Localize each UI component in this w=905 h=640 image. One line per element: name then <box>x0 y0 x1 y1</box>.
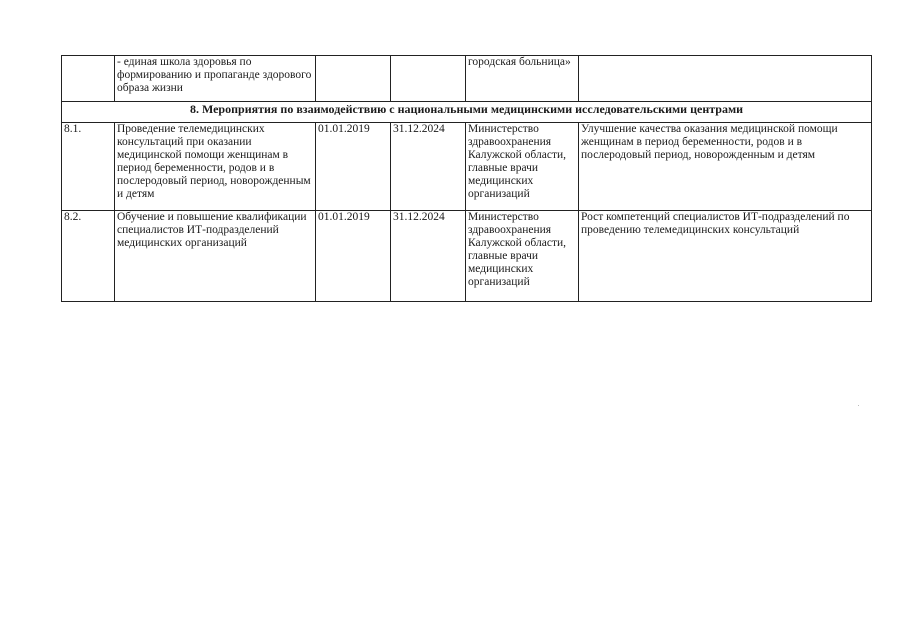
cell-result: Рост компетенций специалистов ИТ-подразделений по проведению телемедицинских консультаций <box>579 211 872 302</box>
section-header-row <box>62 102 872 123</box>
cell-end <box>391 56 466 102</box>
cell-responsible: городская больница» <box>466 56 579 102</box>
cell-name: Обучение и повышение квалификации специалистов ИТ-подразделений медицинских организаций <box>115 211 316 302</box>
cell-end: 31.12.2024 <box>391 211 466 302</box>
cell-start: 01.01.2019 <box>316 211 391 302</box>
cell-start: 01.01.2019 <box>316 123 391 211</box>
cell-num: 8.1. <box>62 123 115 211</box>
cell-responsible: Министерство здравоохранения Калужской области, главные врачи медицинских организаций <box>466 211 579 302</box>
table-row <box>62 123 872 211</box>
activities-table <box>61 55 872 302</box>
scan-speck <box>858 405 859 406</box>
cell-num: 8.2. <box>62 211 115 302</box>
cell-responsible: Министерство здравоохранения Калужской области, главные врачи медицинских организаций <box>466 123 579 211</box>
table-row <box>62 211 872 302</box>
document-page <box>61 55 871 302</box>
section-title: 8. Мероприятия по взаимодействию с национальными медицинскими исследовательскими центрами <box>62 102 872 123</box>
cell-result: Улучшение качества оказания медицинской помощи женщинам в период беременности, родов и в послеродовый период, новорожденным и детям <box>579 123 872 211</box>
cell-name: - единая школа здоровья по формированию и пропаганде здорового образа жизни <box>115 56 316 102</box>
cell-result <box>579 56 872 102</box>
cell-num <box>62 56 115 102</box>
table-row-continuation <box>62 56 872 102</box>
cell-name: Проведение телемедицинских консультаций при оказании медицинской помощи женщинам в период беременности, родов и в послеродовый период, новорожденным и детям <box>115 123 316 211</box>
cell-end: 31.12.2024 <box>391 123 466 211</box>
cell-start <box>316 56 391 102</box>
